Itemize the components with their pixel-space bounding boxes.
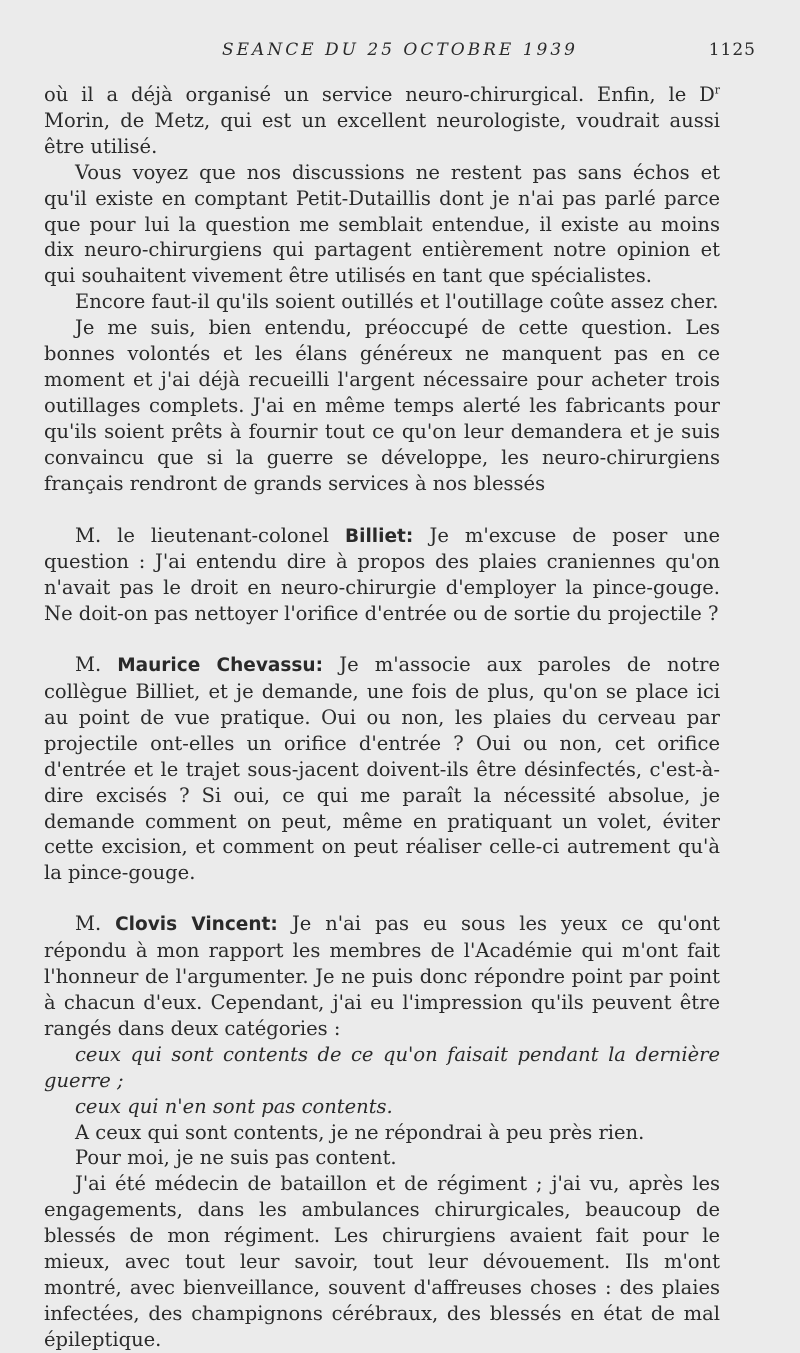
speaker-prefix: M. le lieutenant-colonel	[75, 523, 345, 547]
speech-text: Je n'ai pas eu sous les yeux ce qu'ont répondu à mon rapport les membres de l'Académie qui m'ont fait l'honneur de l'argumenter. Je ne puis donc répondre point par point à chacun d'eux. Cependant, j'ai eu l'impression qu'ils peuvent être rangés dans deux catégories :	[44, 912, 720, 1040]
paragraph: J'ai été médecin de bataillon et de régiment ; j'ai vu, après les engagements, dans les ambulances chirurgicales, beaucoup de blessés de mon régiment. Les chirurgiens avaient fait pour le mieux, avec tout leur savoir, tout leur dévouement. Ils m'ont montré, avec bienveillance, souvent d'affreuses choses : des plaies infectées, des champignons cérébraux, des blessés en état de mal épileptique.	[44, 1172, 720, 1351]
paragraph: Je me suis, bien entendu, préoccupé de cette question. Les bonnes volontés et les élans généreux ne manquent pas en ce moment et j'ai déjà recueilli l'argent nécessaire pour acheter trois outillages complets. J'ai en même temps alerté les fabricants pour qu'ils soient prêts à fournir tout ce qu'on leur demandera et je suis convaincu que si la guerre se développe, les neuro-chirurgiens français rendront de grands services à nos blessés	[44, 316, 720, 495]
paragraph-continued	[44, 82, 720, 160]
speaker-prefix: M.	[75, 653, 118, 677]
category-item: ceux qui sont contents de ce qu'on faisait pendant la dernière guerre ;	[44, 1042, 720, 1092]
paragraph: Pour moi, je ne suis pas content.	[75, 1146, 397, 1170]
speaker-colon: :	[405, 525, 430, 547]
speaker-name: Clovis Vincent	[115, 914, 271, 936]
paragraph: Encore faut-il qu'ils soient outillés et l'outillage coûte assez cher.	[75, 290, 719, 314]
body-text	[44, 82, 720, 1353]
superscript: r	[714, 83, 720, 97]
running-header	[44, 40, 756, 64]
speaker-name: Maurice Chevassu	[117, 655, 316, 677]
speaker-prefix: M.	[75, 912, 116, 936]
speaker-paragraph-chevassu	[44, 652, 720, 886]
header-title: SEANCE DU 25 OCTOBRE 1939	[221, 40, 578, 60]
speech-text: Je m'associe aux paroles de notre collègue Billiet, et je demande, une fois de plus, qu'on se place ici au point de vue pratique. Oui ou non, les plaies du cerveau par projectile ont-elles un orifice d'entrée ? Oui ou non, cet orifice d'entrée et le trajet sous-jacent doivent-ils être désinfectés, c'est-à-dire excisés ? Si oui, ce qui me paraît la nécessité absolue, je demande comment on peut, même en pratiquant un volet, éviter cette excision, et comment on peut réaliser celle-ci autrement qu'à la pince-gouge.	[44, 653, 720, 885]
speaker-paragraph-vincent	[44, 911, 720, 1042]
page-number: 1125	[708, 40, 756, 60]
speaker-name: Billiet	[345, 525, 406, 547]
speaker-paragraph-billiet	[44, 523, 720, 628]
paragraph: A ceux qui sont contents, je ne répondrai à peu près rien.	[75, 1120, 645, 1144]
speech-text: Je m'excuse de poser une question : J'ai entendu dire à propos des plaies craniennes qu'on n'avait pas le droit en neuro-chirurgie d'employer la pince-gouge. Ne doit-on pas nettoyer l'orifice d'entrée ou de sortie du projectile ?	[44, 523, 720, 626]
speaker-colon: :	[270, 914, 292, 936]
paragraph-text: Morin, de Metz, qui est un excellent neurologiste, voudrait aussi être utilisé.	[44, 108, 720, 158]
paragraph-text: où il a déjà organisé un service neuro-chirurgical. Enfin, le D	[44, 83, 715, 106]
paragraph: Vous voyez que nos discussions ne restent pas sans échos et qu'il existe en comptant Petit-Dutaillis dont je n'ai pas parlé parce que pour lui la question me semblait entendue, il existe au moins dix neuro-chirurgiens qui partagent entièrement notre opinion et qui souhaitent vivement être utilisés en tant que spécialistes.	[44, 160, 720, 288]
category-item: ceux qui n'en sont pas contents.	[75, 1094, 393, 1118]
speaker-colon: :	[315, 655, 340, 677]
